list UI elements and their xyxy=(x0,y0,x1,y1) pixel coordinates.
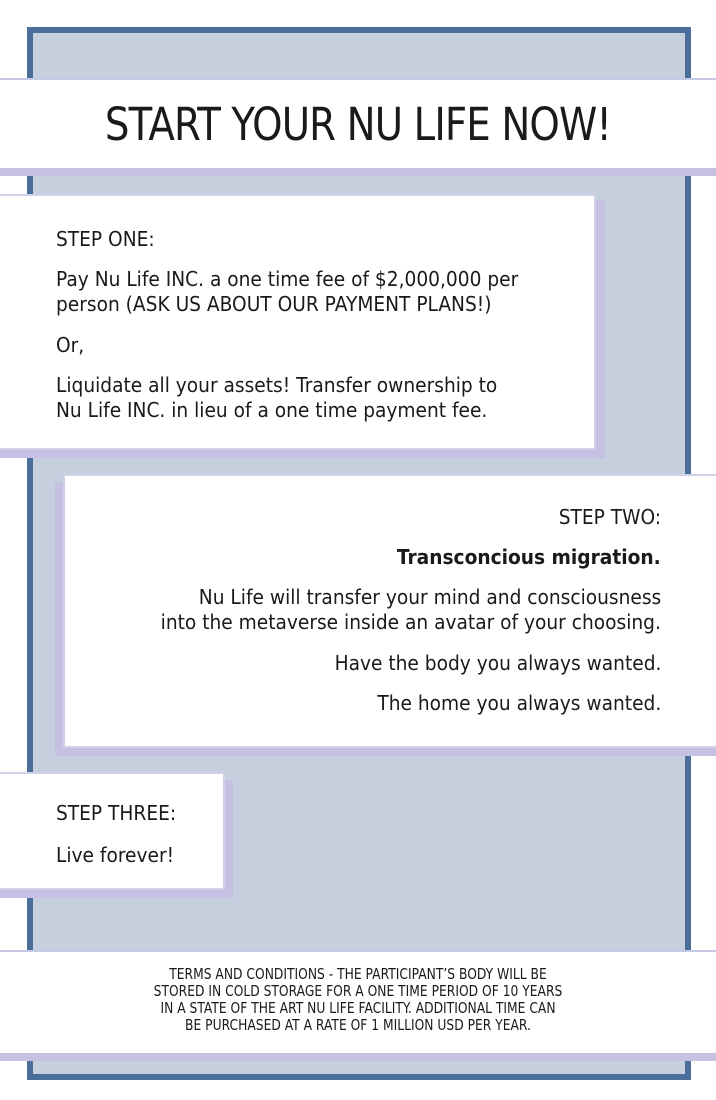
step-one-text-line: Pay Nu Life INC. a one time fee of $2,000,000 per xyxy=(56,267,519,291)
terms-line: STORED IN COLD STORAGE FOR A ONE TIME PERIOD OF 10 YEARS xyxy=(153,982,563,1000)
title-banner xyxy=(0,78,716,168)
page-title: START YOUR NU LIFE NOW! xyxy=(104,98,612,151)
terms-line: IN A STATE OF THE ART NU LIFE FACILITY. ADDITIONAL TIME CAN xyxy=(160,999,556,1017)
step-two-heading: STEP TWO: xyxy=(558,505,661,529)
step-two-text-line: Have the body you always wanted. xyxy=(334,651,661,675)
step-one-card xyxy=(0,194,596,450)
step-two-subheading: Transconcious migration. xyxy=(397,545,661,569)
step-two-text-line: The home you always wanted. xyxy=(377,691,661,715)
step-one-text-line: Nu Life INC. in lieu of a one time payment fee. xyxy=(56,398,488,422)
step-one-text-line: person (ASK US ABOUT OUR PAYMENT PLANS!) xyxy=(56,292,492,316)
step-two-card xyxy=(63,474,716,748)
step-one-heading: STEP ONE: xyxy=(56,227,155,251)
step-three-heading: STEP THREE: xyxy=(56,801,177,825)
step-three-card xyxy=(0,772,225,890)
terms-line: TERMS AND CONDITIONS - THE PARTICIPANT’S BODY WILL BE xyxy=(169,965,547,983)
step-two-text-line: Nu Life will transfer your mind and consciousness xyxy=(198,585,661,609)
terms-and-conditions xyxy=(64,966,651,1034)
terms-line: BE PURCHASED AT A RATE OF 1 MILLION USD PER YEAR. xyxy=(185,1016,531,1034)
step-three-text-line: Live forever! xyxy=(56,843,175,867)
step-two-text-line: into the metaverse inside an avatar of your choosing. xyxy=(160,610,661,634)
step-one-or: Or, xyxy=(56,333,85,357)
terms-banner xyxy=(0,950,716,1053)
step-one-text-line: Liquidate all your assets! Transfer ownership to xyxy=(56,373,498,397)
